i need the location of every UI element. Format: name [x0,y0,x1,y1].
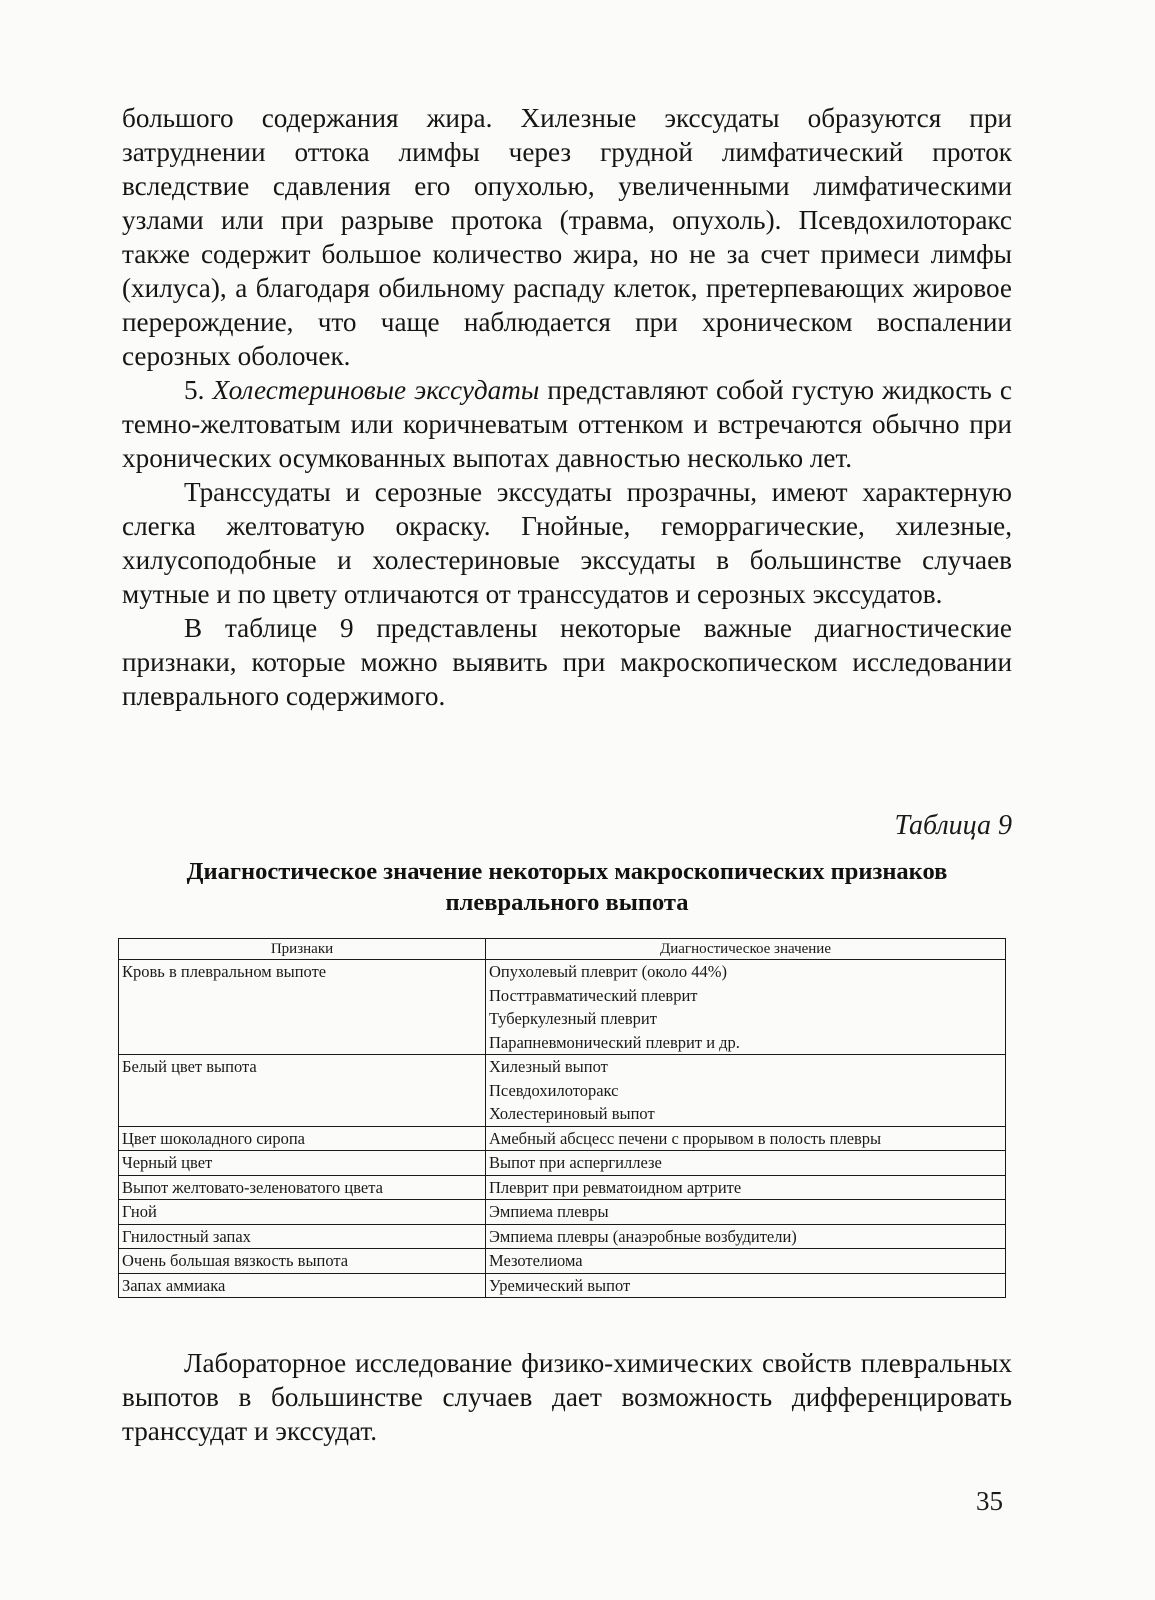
paragraph-cholesterol [122,373,1012,475]
paragraph-transudates: Транссудаты и серозные экссудаты прозрачны, имеют характерную слегка желтоватую окраску. Гнойные, геморрагические, хилезные, хилусоподобные и холестериновые экссудаты в большинстве случаев мутные и по цвету отличаются от транссудатов и серозных экссудатов. [122,477,1012,609]
meaning-cell: Амебный абсцесс печени с прорывом в полость плевры [486,1126,1006,1151]
paragraph-lab-study: Лабораторное исследование физико-химических свойств плевральных выпотов в большинстве случаев дает возможность дифференцировать транссудат и экссудат. [122,1348,1012,1446]
sign-cell: Черный цвет [119,1151,486,1176]
meaning-line: Хилезный выпот [489,1057,608,1076]
paragraph-chylous: большого содержания жира. Хилезные экссудаты образуются при затруднении оттока лимфы через грудной лимфатический проток вследствие сдавления его опухолью, увеличенными лимфатическими узлами или при разрыве протока (травма, опухоль). Псевдохилоторакс также содержит большое количество жира, но не за счет примеси лимфы (хилуса), а благодаря обильному распаду клеток, претерпевающих жировое перерождение, что чаще наблюдается при хроническом воспалении серозных оболочек. [122,103,1012,371]
sign-cell: Выпот желтовато-зеленоватого цвета [119,1175,486,1200]
body-text-bottom [122,1346,1012,1448]
meaning-cell: Уремический выпот [486,1273,1006,1298]
table-row [119,1175,1006,1200]
meaning-line: Опухолевый плеврит (около 44%) [489,962,727,981]
meaning-line: Туберкулезный плеврит [489,1009,657,1028]
meaning-cell: Плеврит при ревматоидном артрите [486,1175,1006,1200]
header-diagnostic-value: Диагностическое значение [486,939,1006,960]
sign-cell: Запах аммиака [119,1273,486,1298]
meaning-line: Псевдохилоторакс [489,1080,619,1100]
meaning-cell: Эмпиема плевры (анаэробные возбудители) [486,1224,1006,1249]
table-row [119,1224,1006,1249]
list-number: 5. [184,375,205,405]
meaning-cell: Эмпиема плевры [486,1200,1006,1225]
sign-cell: Белый цвет выпота [119,1055,486,1127]
meaning-line: Холестериновый выпот [489,1104,655,1123]
meaning-cell [486,960,1006,1055]
diagnostic-table [118,938,1006,1298]
table-header-row [119,939,1006,960]
table-title: Диагностическое значение некоторых макроскопических признаков плеврального выпота [186,858,948,916]
page-number: 35 [976,1486,1003,1516]
table-row [119,1055,1006,1127]
meaning-line: Посттравматический плеврит [489,985,698,1005]
table-row [119,1200,1006,1225]
paragraph-cholesterol-text: представляют собой густую жидкость с темно-желтоватым или коричневатым оттенком и встречаются обычно при хронических осумкованных выпотах давностью несколько лет. [122,375,1012,473]
table-label: Таблица 9 [894,810,1012,841]
sign-cell: Кровь в плевральном выпоте [119,960,486,1055]
sign-cell: Гнилостный запах [119,1224,486,1249]
sign-cell: Цвет шоколадного сиропа [119,1126,486,1151]
term-cholesterol-exudates: Холестериновые экссудаты [212,375,540,405]
meaning-cell: Выпот при аспергиллезе [486,1151,1006,1176]
sign-cell: Очень большая вязкость выпота [119,1249,486,1274]
paragraph-table-intro: В таблице 9 представлены некоторые важные диагностические признаки, которые можно выявить при макроскопическом исследовании плеврального содержимого. [122,613,1012,711]
table-row [119,960,1006,1055]
table-row [119,1273,1006,1298]
body-text-top [122,101,1012,713]
header-signs: Признаки [119,939,486,960]
meaning-line: Парапневмонический плеврит и др. [489,1032,740,1052]
table-row [119,1151,1006,1176]
meaning-cell: Мезотелиома [486,1249,1006,1274]
table-row [119,1249,1006,1274]
meaning-cell [486,1055,1006,1127]
table-row [119,1126,1006,1151]
sign-cell: Гной [119,1200,486,1225]
